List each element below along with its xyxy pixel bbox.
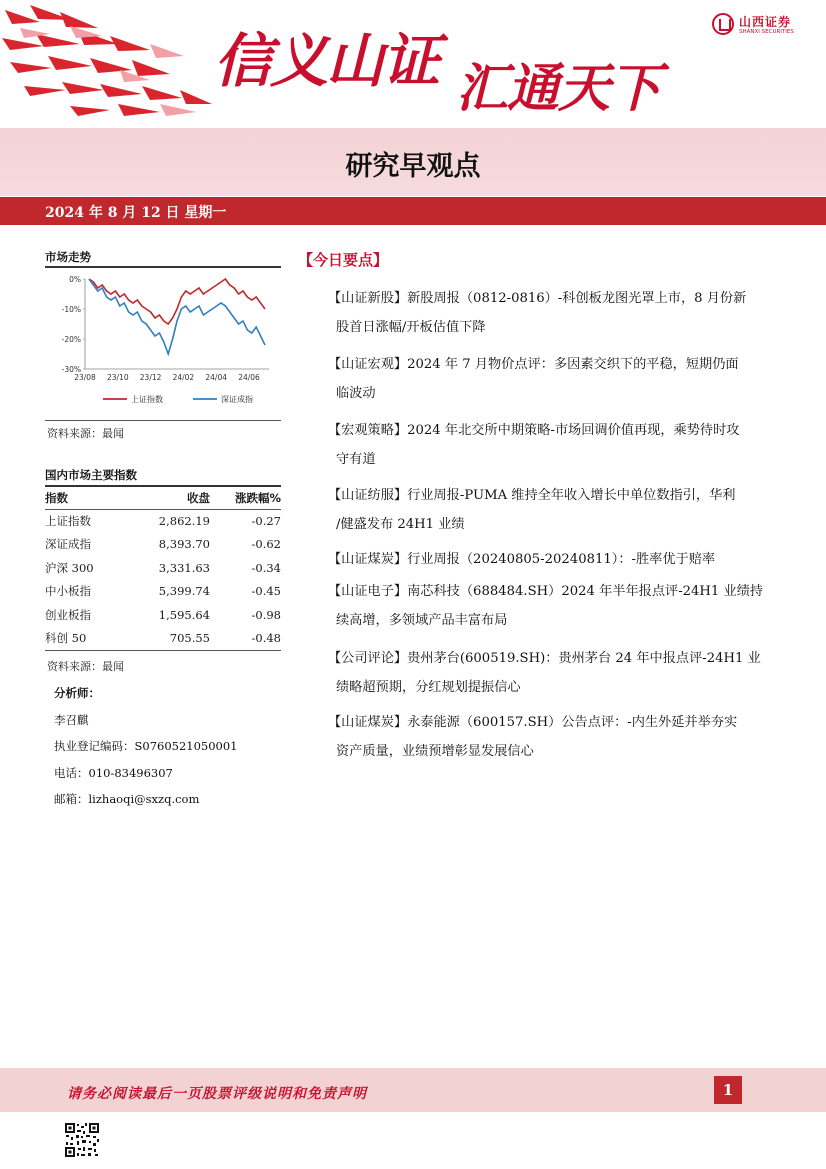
index-change: -0.45 bbox=[251, 584, 281, 599]
logo-icon bbox=[712, 13, 734, 35]
highlight-item[interactable] bbox=[328, 350, 784, 408]
x-tick-label: 24/06 bbox=[238, 373, 260, 382]
index-close: 3,331.63 bbox=[158, 560, 210, 575]
column-header-change: 涨跌幅% bbox=[210, 487, 281, 509]
y-tick-label: -30% bbox=[61, 365, 81, 374]
page-title: 研究早观点 bbox=[345, 151, 481, 182]
index-name: 上证指数 bbox=[45, 514, 91, 528]
table-source: 资料来源：最闻 bbox=[47, 660, 124, 673]
indices-table bbox=[45, 487, 281, 651]
index-name: 创业板指 bbox=[45, 607, 91, 622]
highlight-line1: 【山证煤炭】行业周报（20240805-20240811）：-胜率优于赔率 bbox=[328, 552, 716, 567]
highlight-line2: 临波动 bbox=[336, 386, 376, 401]
highlight-line2: 股首日涨幅/开板估值下降 bbox=[336, 320, 486, 335]
legend-label: 深证成指 bbox=[221, 395, 253, 404]
table-row bbox=[45, 580, 281, 604]
x-tick-label: 23/10 bbox=[106, 373, 129, 382]
table-row bbox=[45, 603, 281, 627]
index-change: -0.34 bbox=[251, 560, 281, 575]
x-tick-label: 24/04 bbox=[205, 373, 228, 382]
highlight-line1: 【山证宏观】2024 年 7 月物价点评：多因素交织下的平稳，短期仍面 bbox=[328, 357, 739, 372]
column-header-index: 指数 bbox=[45, 487, 140, 509]
highlight-line2: 守有道 bbox=[336, 452, 376, 467]
index-name: 科创 50 bbox=[45, 627, 140, 651]
analyst-license: 执业登记编码：S0760521050001 bbox=[54, 739, 238, 753]
table-row bbox=[45, 509, 281, 533]
title-band bbox=[0, 128, 826, 196]
highlight-line2: 绩略超预期，分红规划提振信心 bbox=[336, 680, 521, 695]
column-header-close: 收盘 bbox=[140, 487, 210, 509]
index-close: 1,595.64 bbox=[158, 607, 210, 622]
highlight-line1: 【山证新股】新股周报（0812-0816）-科创板龙图光罩上市，8 月份新 bbox=[328, 291, 747, 306]
highlight-item[interactable] bbox=[328, 284, 784, 342]
divider bbox=[45, 266, 281, 268]
disclaimer-link[interactable]: 请务必阅读最后一页股票评级说明和免责声明 bbox=[67, 1086, 367, 1102]
table-row bbox=[45, 627, 281, 651]
legend-label: 上证指数 bbox=[131, 395, 163, 404]
slogan-part1: 信义山证 bbox=[214, 27, 439, 95]
index-close: 705.55 bbox=[140, 627, 210, 651]
highlight-item[interactable] bbox=[328, 416, 784, 474]
highlight-item[interactable] bbox=[328, 481, 784, 539]
highlight-line1: 【山证纺服】行业周报-PUMA 维持全年收入增长中单位数指引，华利 bbox=[328, 488, 736, 503]
highlights-title: 【今日要点】 bbox=[298, 251, 389, 269]
logo-english-name: SHANXI SECURITIES bbox=[739, 29, 794, 35]
logo-name: 山西证券 bbox=[739, 15, 792, 29]
index-name: 中小板指 bbox=[45, 584, 91, 599]
market-trend-title: 市场走势 bbox=[45, 250, 91, 264]
highlight-line2: /健盛发布 24H1 业绩 bbox=[336, 517, 465, 532]
index-change: -0.62 bbox=[251, 537, 281, 552]
series-line-上证指数 bbox=[89, 279, 265, 324]
report-date: 2024 年 8 月 12 日 星期一 bbox=[45, 205, 227, 221]
highlight-line1: 【宏观策略】2024 年北交所中期策略-市场回调价值再现，乘势待时攻 bbox=[328, 423, 740, 438]
y-tick-label: 0% bbox=[69, 275, 81, 284]
chart-source: 资料来源：最闻 bbox=[47, 427, 124, 440]
index-name: 沪深 300 bbox=[45, 560, 94, 575]
market-trend-svg bbox=[45, 275, 281, 415]
highlight-line1: 【公司评论】贵州茅台(600519.SH)：贵州茅台 24 年中报点评-24H1 业 bbox=[328, 651, 761, 666]
highlight-line1: 【山证电子】南芯科技（688484.SH）2024 年半年报点评-24H1 业绩持 bbox=[328, 584, 764, 599]
index-name: 深证成指 bbox=[45, 537, 91, 552]
header-banner bbox=[0, 0, 826, 128]
highlight-line2: 续高增，多领域产品丰富布局 bbox=[336, 613, 508, 628]
table-row bbox=[45, 533, 281, 557]
index-change: -0.48 bbox=[210, 627, 281, 651]
index-change: -0.98 bbox=[251, 607, 281, 622]
x-tick-label: 23/08 bbox=[74, 373, 96, 382]
index-close: 8,393.70 bbox=[158, 537, 210, 552]
y-tick-label: -10% bbox=[61, 305, 81, 314]
slogan-part2: 汇通天下 bbox=[456, 59, 661, 119]
analyst-label: 分析师： bbox=[54, 686, 100, 700]
highlight-item[interactable] bbox=[328, 644, 784, 702]
market-trend-chart bbox=[45, 275, 281, 415]
highlight-line1: 【山证煤炭】永泰能源（600157.SH）公告点评：-内生外延并举夯实 bbox=[328, 715, 738, 730]
highlight-item[interactable] bbox=[328, 708, 784, 766]
analyst-email[interactable]: 邮箱：lizhaoqi@sxzq.com bbox=[54, 792, 200, 806]
x-tick-label: 23/12 bbox=[139, 373, 162, 382]
indices-title: 国内市场主要指数 bbox=[45, 468, 137, 482]
index-close: 5,399.74 bbox=[158, 584, 210, 599]
table-header-row bbox=[45, 487, 281, 509]
divider bbox=[45, 420, 281, 421]
x-tick-label: 24/02 bbox=[172, 373, 195, 382]
highlight-line2: 资产质量，业绩预增彰显发展信心 bbox=[336, 744, 534, 759]
qr-code-icon bbox=[64, 1122, 100, 1158]
index-change: -0.27 bbox=[251, 514, 281, 528]
y-tick-label: -20% bbox=[61, 335, 81, 344]
index-close: 2,862.19 bbox=[158, 514, 210, 528]
page-number: 1 bbox=[714, 1076, 742, 1104]
arrow-pattern-graphic bbox=[0, 0, 230, 128]
company-logo bbox=[712, 13, 812, 39]
date-bar bbox=[0, 197, 826, 225]
analyst-phone: 电话：010-83496307 bbox=[54, 766, 173, 780]
table-row bbox=[45, 556, 281, 580]
highlight-item[interactable] bbox=[328, 545, 784, 574]
analyst-name: 李召麒 bbox=[54, 713, 89, 727]
highlight-item[interactable] bbox=[328, 577, 784, 635]
